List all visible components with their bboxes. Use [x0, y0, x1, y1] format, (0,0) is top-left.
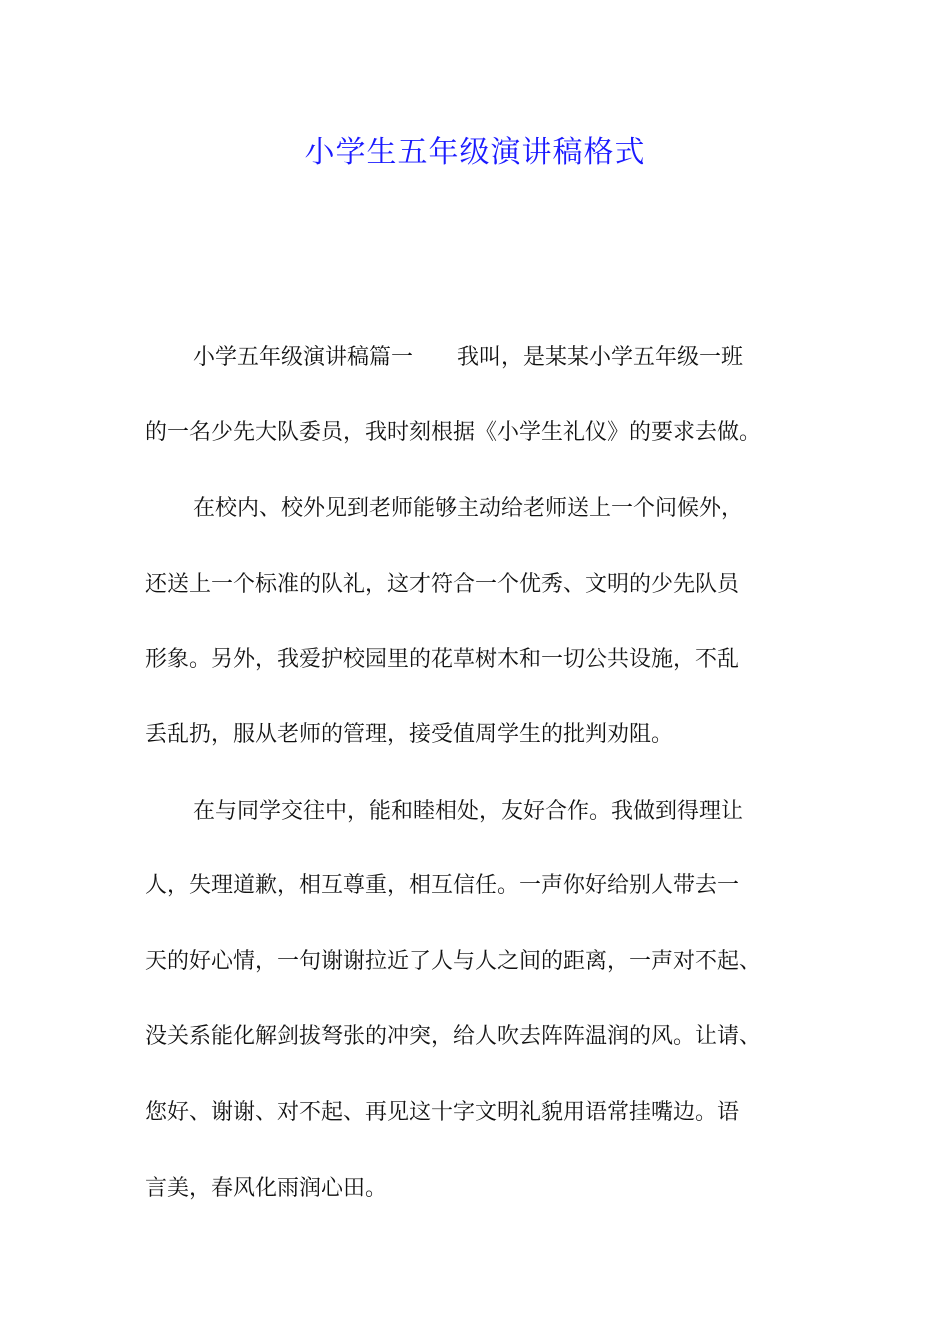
- paragraph-line: 您好、谢谢、对不起、再见这十字文明礼貌用语常挂嘴边。语: [145, 1100, 740, 1125]
- paragraph-line: 言美，春风化雨润心田。: [145, 1176, 388, 1201]
- paragraph-line: 在校内、校外见到老师能够主动给老师送上一个问候外，: [193, 496, 744, 521]
- paragraph-line: 没关系能化解剑拔弩张的冲突，给人吹去阵阵温润的风。让请、: [145, 1024, 762, 1049]
- paragraph-line: 的一名少先大队委员，我时刻根据《小学生礼仪》的要求去做。: [145, 420, 762, 445]
- paragraph-line: 还送上一个标准的队礼，这才符合一个优秀、文明的少先队员: [145, 572, 740, 597]
- paragraph-line: 在与同学交往中，能和睦相处，友好合作。我做到得理让: [193, 799, 744, 824]
- paragraph-line: 形象。另外，我爱护校园里的花草树木和一切公共设施，不乱: [145, 647, 740, 672]
- paragraph-line: 丢乱扔，服从老师的管理，接受值周学生的批判劝阻。: [145, 722, 674, 747]
- document-title: 小学生五年级演讲稿格式: [304, 135, 646, 170]
- paragraph-line: 人，失理道歉，相互尊重，相互信任。一声你好给别人带去一: [145, 873, 740, 898]
- paragraph-line: 小学五年级演讲稿篇一 我叫，是某某小学五年级一班: [193, 345, 744, 370]
- paragraph-line: 天的好心情，一句谢谢拉近了人与人之间的距离，一声对不起、: [145, 949, 762, 974]
